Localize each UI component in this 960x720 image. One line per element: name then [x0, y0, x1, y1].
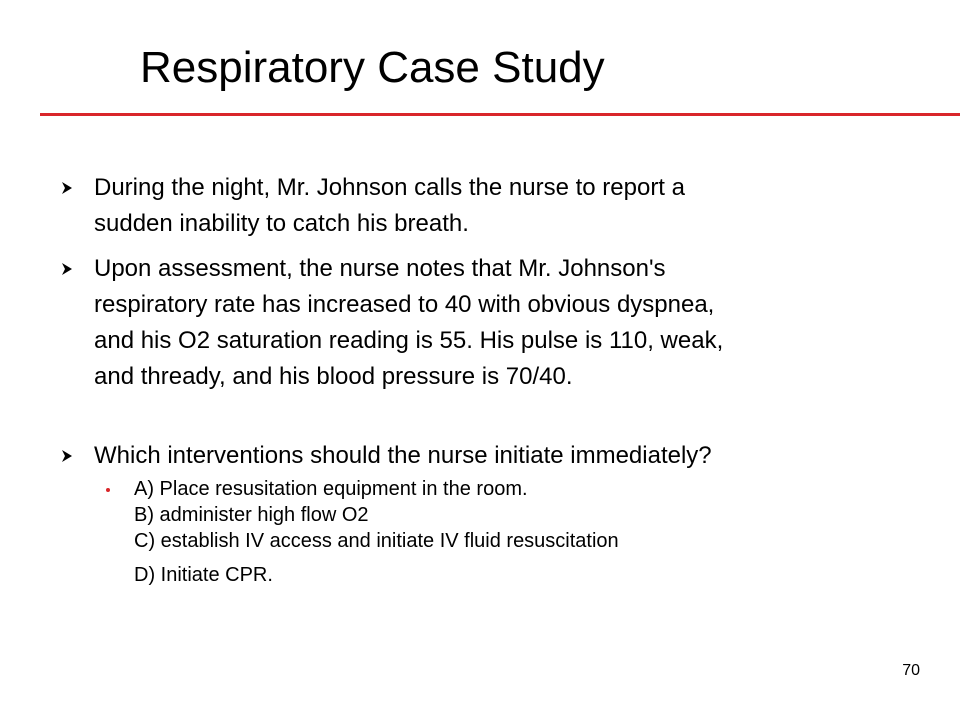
bullet-item	[60, 170, 940, 242]
arrowhead-bullet-icon	[60, 181, 74, 195]
bullet-text-line: During the night, Mr. Johnson calls the nurse to report a	[94, 174, 685, 201]
bullet-item	[60, 438, 940, 474]
title-underline-bar	[40, 113, 960, 116]
arrowhead-bullet-icon	[60, 262, 74, 276]
bullet-text-line: and his O2 saturation reading is 55. His pulse is 110, weak,	[94, 327, 724, 354]
arrowhead-bullet-icon	[60, 449, 74, 463]
bullet-text-line: respiratory rate has increased to 40 with obvious dyspnea,	[94, 291, 715, 318]
dot-bullet-icon	[106, 488, 110, 492]
option-c: C) establish IV access and initiate IV fluid resuscitation	[134, 530, 619, 552]
answer-options	[106, 476, 940, 588]
bullet-item	[60, 251, 940, 395]
bullet-text-line: Upon assessment, the nurse notes that Mr. Johnson's	[94, 255, 666, 282]
option-d: D) Initiate CPR.	[134, 564, 273, 586]
question-text: Which interventions should the nurse initiate immediately?	[94, 442, 712, 469]
option-b: B) administer high flow O2	[134, 504, 369, 526]
slide-body	[60, 170, 940, 588]
bullet-text-line: and thready, and his blood pressure is 70/40.	[94, 363, 573, 390]
option-a: A) Place resusitation equipment in the room.	[134, 478, 528, 500]
title-underline	[40, 113, 960, 116]
bullet-text-line: sudden inability to catch his breath.	[94, 210, 469, 237]
page-number: 70	[902, 662, 920, 679]
slide-title: Respiratory Case Study	[140, 43, 605, 92]
